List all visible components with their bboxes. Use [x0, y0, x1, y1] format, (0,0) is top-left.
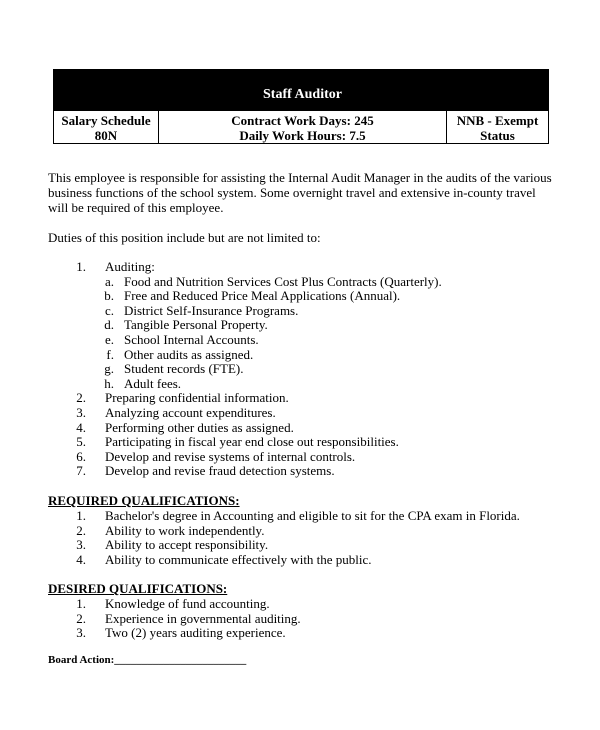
sub-letter: e. — [104, 332, 114, 347]
sub-letter: f. — [106, 346, 114, 362]
qualification-item: Bachelor's degree in Accounting and eligible to sit for the CPA exam in Florida. — [105, 508, 520, 523]
salary-schedule: Salary Schedule 80N — [54, 111, 159, 144]
duty-item: Auditing: — [105, 259, 155, 274]
qualification-item: Ability to accept responsibility. — [105, 537, 269, 553]
duty-item: Develop and revise fraud detection systems. — [105, 463, 335, 479]
required-qualifications-heading: REQUIRED QUALIFICATIONS: — [48, 493, 240, 508]
qualification-item: Two (2) years auditing experience. — [105, 625, 286, 641]
sub-item: District Self-Insurance Programs. — [124, 302, 299, 318]
duty-item: Develop and revise systems of internal controls. — [105, 448, 356, 464]
duty-number: 7. — [76, 463, 86, 479]
sub-letter: a. — [104, 273, 114, 289]
sub-item: Student records (FTE). — [124, 361, 244, 377]
qualification-item: Experience in governmental auditing. — [105, 610, 301, 626]
duty-item: Analyzing account expenditures. — [105, 405, 276, 420]
sub-item: Free and Reduced Price Meal Applications (Annual). — [124, 288, 401, 304]
duty-number: 4. — [76, 419, 86, 435]
sub-item: Tangible Personal Property. — [124, 317, 268, 333]
qualification-number: 2. — [76, 610, 86, 626]
sub-item: Food and Nutrition Services Cost Plus Contracts (Quarterly). — [124, 273, 442, 289]
duty-number: 5. — [76, 434, 86, 450]
qualification-number: 4. — [76, 551, 86, 567]
duty-item: Performing other duties as assigned. — [105, 419, 294, 435]
qualification-number: 1. — [76, 508, 86, 523]
contract-work-days: Contract Work Days: 245 — [231, 113, 374, 128]
exempt-status: NNB - Exempt Status — [447, 111, 549, 144]
header-blank-right — [447, 70, 549, 111]
intro-paragraph: This employee is responsible for assisting the Internal Audit Manager in the audits of the various business functions of the school system. Some overnight travel and extensive in-county travel will be required of this employee. — [48, 170, 552, 215]
duty-item: Participating in fiscal year end close out responsibilities. — [105, 434, 399, 450]
qualification-item: Ability to communicate effectively with the public. — [105, 551, 372, 567]
duty-item: Preparing confidential information. — [105, 390, 289, 406]
duty-number: 1. — [76, 259, 86, 274]
sub-letter: d. — [104, 317, 114, 333]
header-blank-left — [54, 70, 159, 111]
qualification-number: 2. — [76, 522, 86, 538]
desired-qualifications-heading: DESIRED QUALIFICATIONS: — [48, 581, 228, 596]
sub-letter: h. — [104, 375, 114, 391]
daily-work-hours: Daily Work Hours: 7.5 — [239, 128, 366, 143]
sub-letter: b. — [104, 288, 114, 304]
duty-number: 6. — [76, 448, 86, 464]
duty-number: 2. — [76, 390, 86, 406]
job-title: Staff Auditor — [159, 70, 447, 111]
duties-intro: Duties of this position include but are not limited to: — [48, 230, 321, 245]
sub-letter: c. — [104, 302, 114, 318]
work-schedule — [159, 111, 447, 144]
sub-letter: g. — [104, 361, 114, 377]
duty-number: 3. — [76, 405, 86, 420]
position-header-table — [53, 69, 549, 144]
sub-item: Adult fees. — [124, 375, 182, 391]
qualification-number: 1. — [76, 596, 86, 611]
qualification-item: Ability to work independently. — [105, 522, 265, 538]
qualification-number: 3. — [76, 625, 86, 641]
board-action-line: Board Action:________________________ — [48, 654, 247, 666]
sub-item: Other audits as assigned. — [124, 346, 254, 362]
sub-item: School Internal Accounts. — [124, 332, 259, 347]
qualification-number: 3. — [76, 537, 86, 553]
qualification-item: Knowledge of fund accounting. — [105, 596, 270, 611]
